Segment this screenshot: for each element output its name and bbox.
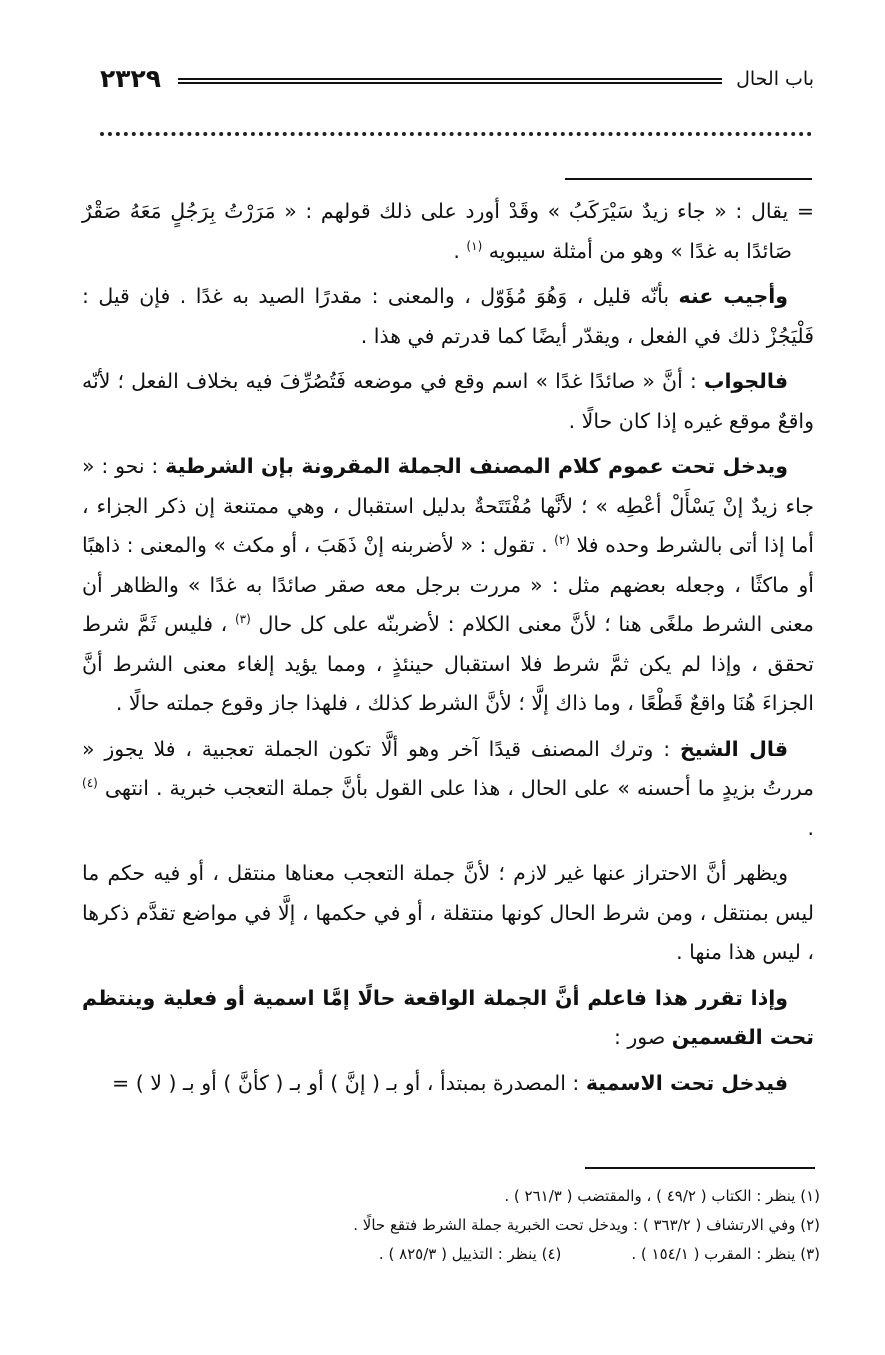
section-rule bbox=[565, 178, 812, 180]
paragraph-tail: . bbox=[807, 815, 814, 840]
footnote-3: (٣) ينظر : المقرب ( ١٥٤/١ ) . bbox=[631, 1245, 820, 1263]
paragraph-text: = يقال : « جاء زيدٌ سَيْرَكَبُ » وقَدْ أورد على ذلك قولهم : « مَرَرْتُ بِرَجُلٍ مَعَهُ صَقْرٌ صَائدًا به غدًا » وهو من أمثلة سيبويه bbox=[82, 199, 814, 263]
paragraph-lead: قال الشيخ bbox=[679, 736, 788, 761]
paragraph-8 bbox=[82, 1064, 814, 1104]
footnotes bbox=[180, 1182, 820, 1269]
page-header bbox=[100, 64, 814, 108]
paragraph-tail: . bbox=[453, 238, 467, 263]
chapter-title: باب الحال bbox=[736, 68, 814, 90]
main-text bbox=[82, 192, 814, 1109]
footnote-ref: (٣) bbox=[234, 612, 251, 627]
footnote-ref: (٢) bbox=[554, 533, 570, 548]
paragraph-3 bbox=[82, 362, 814, 441]
footnote-4: (٤) ينظر : التذييل ( ٨٢٥/٣ ) . bbox=[378, 1245, 562, 1263]
paragraph-2 bbox=[82, 277, 814, 356]
paragraph-text: : نحو : « جاء زيدٌ إنْ يَسْأَلْ أعْطِه » ؛ لأنَّها مُفْتَتَحةٌ بدليل استقبال ، وهي ممتنعة إن ذكر الجزاء ، أما إذا أتى بالشرط وحده فلا bbox=[82, 454, 814, 557]
footnote-row bbox=[180, 1240, 820, 1269]
header-rule bbox=[178, 78, 722, 84]
paragraph-6 bbox=[82, 854, 814, 973]
paragraph-lead: وإذا تقرر هذا فاعلم أنَّ الجملة الواقعة حالًا إمَّا اسمية أو فعلية وينتظم تحت القسمين bbox=[82, 985, 814, 1049]
paragraph-text: : وترك المصنف قيدًا آخر وهو ألَّا تكون الجملة تعجبية ، فلا يجوز « مررتُ بزيدٍ ما أحسنه » على الحال ، هذا على القول بأنَّ جملة التعجب خبرية . انتهى bbox=[82, 736, 814, 800]
paragraph-text: : المصدرة بمبتدأ ، أو بـ ( إنَّ ) أو بـ ( كأنَّ ) أو بـ ( لا ) = bbox=[112, 1070, 586, 1095]
paragraph-4 bbox=[82, 447, 814, 724]
paragraph-5 bbox=[82, 730, 814, 849]
paragraph-tail: ، فليس ثَمَّ شرط تحقق ، وإذا لم يكن ثمَّ شرط فلا استقبال حينئذٍ ، ومما يؤيد إلغاء معنى الشرط أنَّ الجزاءَ هُنَا واقعٌ قَطْعًا ، وما ذاك إلَّا ؛ لأنَّ الشرط كذلك ، فلهذا جاز وقوع جملته حالًا . bbox=[82, 612, 814, 715]
paragraph-7 bbox=[82, 979, 814, 1058]
footnote-2: (٢) وفي الارتشاف ( ٣٦٣/٢ ) : ويدخل تحت الخبرية جملة الشرط فتقع حالًا . bbox=[353, 1216, 820, 1234]
paragraph-text: ويظهر أنَّ الاحتراز عنها غير لازم ؛ لأنَّ جملة التعجب معناها منتقل ، أو فيه حكم ما ليس بمنتقل ، ومن شرط الحال كونها منتقلة ، أو في حكمها ، إلَّا في مواضع تقدَّم ذكرها ، ليس هذا منها . bbox=[82, 861, 814, 964]
paragraph-lead: فيدخل تحت الاسمية bbox=[585, 1070, 788, 1095]
footnote-rule bbox=[585, 1167, 815, 1169]
paragraph-text: صور : bbox=[613, 1025, 672, 1049]
paragraph-text: بأنّه قليل ، وَهُوَ مُؤَوّل ، والمعنى : مقدرًا الصيد به غدًا . فإن قيل : فَلْيَجُزْ ذلك في الفعل ، ويقدّر أيضًا كما قدرتم في هذا . bbox=[82, 284, 814, 348]
footnote-ref: (١) bbox=[466, 238, 483, 253]
dotted-separator bbox=[100, 132, 812, 156]
paragraph-lead: فالجواب bbox=[703, 369, 788, 393]
footnote-1: (١) ينظر : الكتاب ( ٤٩/٢ ) ، والمقتضب ( ٢٦١/٣ ) . bbox=[504, 1187, 820, 1205]
paragraph-lead: ويدخل تحت عموم كلام المصنف الجملة المقرونة بإن الشرطية bbox=[165, 454, 788, 478]
footnote-ref: (٤) bbox=[82, 776, 98, 791]
paragraph-1 bbox=[82, 192, 814, 271]
paragraph-tail: . تقول : « لأضربنه إنْ ذَهَبَ ، أو مكث » والمعنى : ذاهبًا أو ماكثًا ، وجعله بعضهم مثل : « مررت برجل معه صقر صائدًا به غدًا » والظاهر أن معنى الشرط ملغًى هنا ؛ لأنَّ معنى الكلام : لأضربنّه على كل حال bbox=[82, 533, 814, 636]
page-number: ٢٣٢٩ bbox=[100, 64, 162, 93]
paragraph-text: : أنَّ « صائدًا غدًا » اسم وقع في موضعه فَتُصُرِّفَ فيه بخلاف الفعل ؛ لأنّه واقعٌ موقع غيره إذا كان حالًا . bbox=[82, 369, 814, 433]
paragraph-lead: وأجيب عنه bbox=[678, 284, 788, 308]
